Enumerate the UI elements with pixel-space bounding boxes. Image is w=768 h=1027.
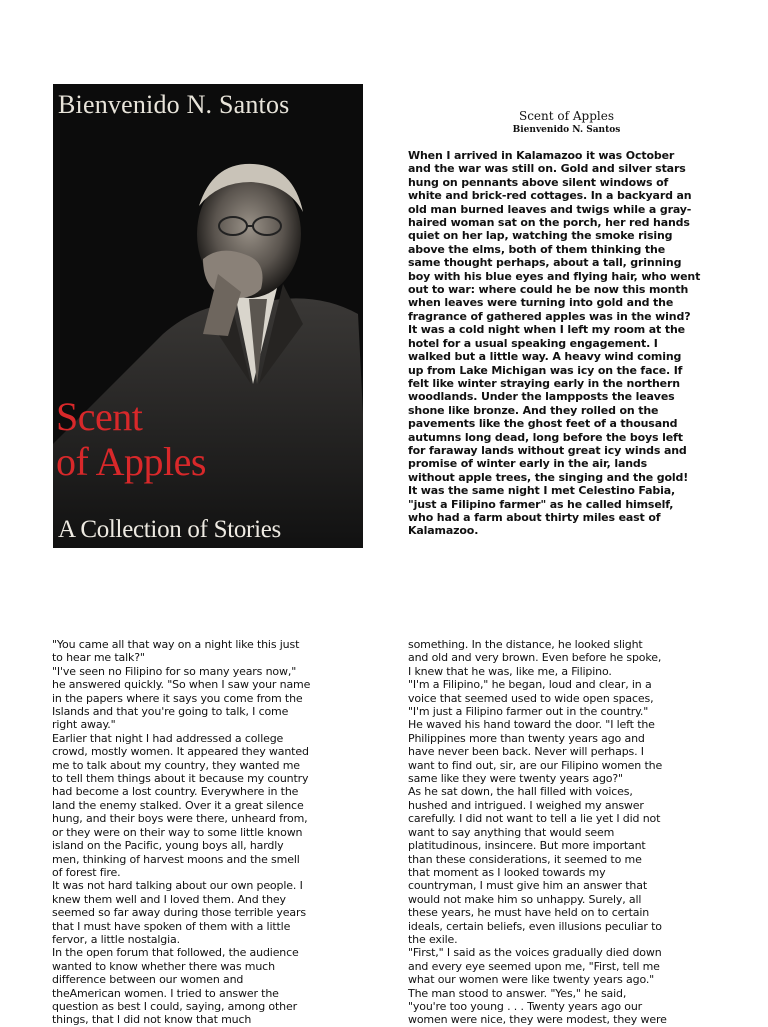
text-line: carefully. I did not want to tell a lie yet I did not — [408, 812, 661, 826]
text-line: crowd, mostly women. It appeared they wanted — [52, 745, 309, 759]
story-author: Bienvenido N. Santos — [512, 125, 621, 135]
text-line: countryman, I must give him an answer that — [408, 879, 647, 893]
text-line: Earlier that night I had addressed a college — [52, 731, 284, 745]
cover-title — [56, 394, 356, 484]
text-line: right away." — [52, 718, 116, 732]
text-line: seemed so far away during those terrible years — [52, 906, 306, 920]
text-column-top-right — [408, 149, 733, 538]
text-line: what our women were like twenty years ago." — [408, 973, 655, 987]
text-line: Islands and that you're going to talk, I come — [52, 705, 289, 719]
text-line: felt like winter straying early in the northern — [408, 376, 680, 390]
text-line: than these considerations, it seemed to me — [408, 852, 642, 866]
text-line: promise of winter early in the air, lands — [408, 457, 648, 471]
text-line: hung on pennants above silent windows of — [408, 175, 669, 189]
text-line: that moment as I looked towards my — [408, 865, 606, 879]
text-line: walked but a little way. A heavy wind coming — [408, 350, 682, 364]
text-line: who had a farm about thirty miles east of — [408, 510, 661, 524]
text-line: "I've seen no Filipino for so many years now," — [52, 664, 297, 678]
text-line: autumns long dead, long before the boys left — [408, 430, 683, 444]
text-line: quiet on her lap, watching the smoke rising — [408, 229, 673, 243]
text-line: fervor, a little nostalgia. — [52, 932, 180, 946]
text-line: would not make him so unhappy. Surely, all — [408, 892, 642, 906]
text-line: "just a Filipino farmer" as he called himself, — [408, 497, 674, 511]
text-line: platitudinous, insincere. But more important — [408, 839, 646, 853]
text-line: women were nice, they were modest, they were — [408, 1013, 667, 1027]
text-line: something. In the distance, he looked slight — [408, 638, 643, 651]
text-line: up from Lake Michigan was icy on the face. If — [408, 363, 683, 377]
cover-title-line-1: Scent — [56, 394, 143, 439]
text-line: I knew that he was, like me, a Filipino. — [408, 664, 612, 678]
text-line: same thought perhaps, about a tall, grinning — [408, 256, 682, 270]
text-line: to hear me talk?" — [52, 651, 145, 665]
cover-title-line-2: of Apples — [56, 439, 206, 484]
text-line: shone like bronze. And they rolled on the — [408, 403, 659, 417]
text-line: hung, and their boys were there, unheard from, — [52, 812, 308, 826]
text-line: had become a lost country. Everywhere in the — [52, 785, 299, 799]
text-line: things, that I did not know that much — [52, 1013, 252, 1027]
text-line: in the papers where it says you come from the — [52, 691, 303, 705]
text-line: or they were on their way to some little known — [52, 825, 303, 839]
text-line: In the open forum that followed, the audience — [52, 946, 299, 960]
story-title: Scent of Apples — [518, 109, 614, 123]
text-line: these years, he must have held on to certain — [408, 906, 650, 920]
story-header — [408, 109, 725, 136]
text-line: old man burned leaves and twigs while a gray- — [408, 202, 692, 216]
text-line: hushed and intrigued. I weighed my answer — [408, 798, 644, 812]
text-line: me to talk about my country, they wanted me — [52, 758, 300, 772]
text-line: land the enemy stalked. Over it a great silence — [52, 798, 304, 812]
text-line: "You came all that way on a night like this just — [52, 638, 300, 651]
text-line: fragrance of gathered apples was in the wind? — [408, 309, 691, 323]
text-line: question as best I could, saying, among other — [52, 999, 297, 1013]
text-column-bottom-right — [408, 638, 733, 1027]
text-line: It was the same night I met Celestino Fabia, — [408, 484, 676, 498]
text-line: island on the Pacific, young boys all, hardly — [52, 839, 284, 853]
text-line: theAmerican women. I tried to answer the — [52, 986, 279, 1000]
text-line: to tell them things about it because my country — [52, 772, 309, 786]
text-line: The man stood to answer. "Yes," he said, — [408, 986, 627, 1000]
text-line: "I'm just a Filipino farmer out in the country." — [408, 705, 649, 719]
text-line: that I must have spoken of them with a little — [52, 919, 291, 933]
text-line: for faraway lands without great icy winds and — [408, 443, 687, 457]
text-line: and old and very brown. Even before he spoke, — [408, 651, 662, 665]
text-line: Philippines more than twenty years ago and — [408, 731, 645, 745]
text-line: woodlands. Under the lampposts the leaves — [408, 390, 675, 404]
text-line: boy with his blue eyes and flying hair, who went — [408, 269, 701, 283]
text-line: "you're too young . . . Twenty years ago our — [408, 999, 643, 1013]
text-line: and the war was still on. Gold and silver stars — [408, 162, 686, 176]
text-line: He waved his hand toward the door. "I left the — [408, 718, 655, 732]
text-line: It was not hard talking about our own people. I — [52, 879, 303, 893]
text-line: difference between our women and — [52, 973, 244, 987]
text-line: pavements like the ghost feet of a thousand — [408, 417, 678, 431]
book-cover — [53, 84, 363, 548]
text-column-bottom-left — [52, 638, 377, 1027]
text-line: When I arrived in Kalamazoo it was October — [408, 149, 675, 162]
text-line: and every eye seemed upon me, "First, tell me — [408, 959, 660, 973]
text-line: same like they were twenty years ago?" — [408, 772, 623, 786]
text-line: haired woman sat on the porch, her red hands — [408, 216, 690, 230]
text-line: knew them well and I loved them. And they — [52, 892, 286, 906]
text-line: want to find out, sir, are our Filipino women the — [408, 758, 663, 772]
text-line: Kalamazoo. — [408, 524, 479, 538]
text-line: "First," I said as the voices gradually died down — [408, 946, 662, 960]
text-line: voice that seemed used to wide open spaces, — [408, 691, 654, 705]
text-line: "I'm a Filipino," he began, loud and clear, in a — [408, 678, 652, 692]
text-line: without apple trees, the singing and the gold! — [408, 470, 689, 484]
text-line: out to war: where could he be now this month — [408, 283, 689, 297]
text-line: As he sat down, the hall filled with voices, — [408, 785, 633, 799]
text-line: he answered quickly. "So when I saw your name — [52, 678, 311, 692]
text-line: men, thinking of harvest moons and the smell — [52, 852, 300, 866]
text-line: have never been back. Never will perhaps. I — [408, 745, 644, 759]
cover-author: Bienvenido N. Santos — [58, 90, 290, 119]
text-line: wanted to know whether there was much — [52, 959, 275, 973]
text-line: of forest fire. — [52, 865, 121, 879]
text-line: when leaves were turning into gold and the — [408, 296, 674, 310]
text-line: ideals, certain beliefs, even illusions peculiar to — [408, 919, 662, 933]
text-line: want to say anything that would seem — [408, 825, 615, 839]
text-line: It was a cold night when I left my room at the — [408, 323, 685, 337]
cover-subtitle: A Collection of Stories — [58, 516, 281, 543]
text-line: the exile. — [408, 932, 458, 946]
text-line: above the elms, both of them thinking the — [408, 242, 666, 256]
text-line: hotel for a usual speaking engagement. I — [408, 336, 658, 350]
text-line: white and brick-red cottages. In a backyard an — [408, 189, 692, 203]
